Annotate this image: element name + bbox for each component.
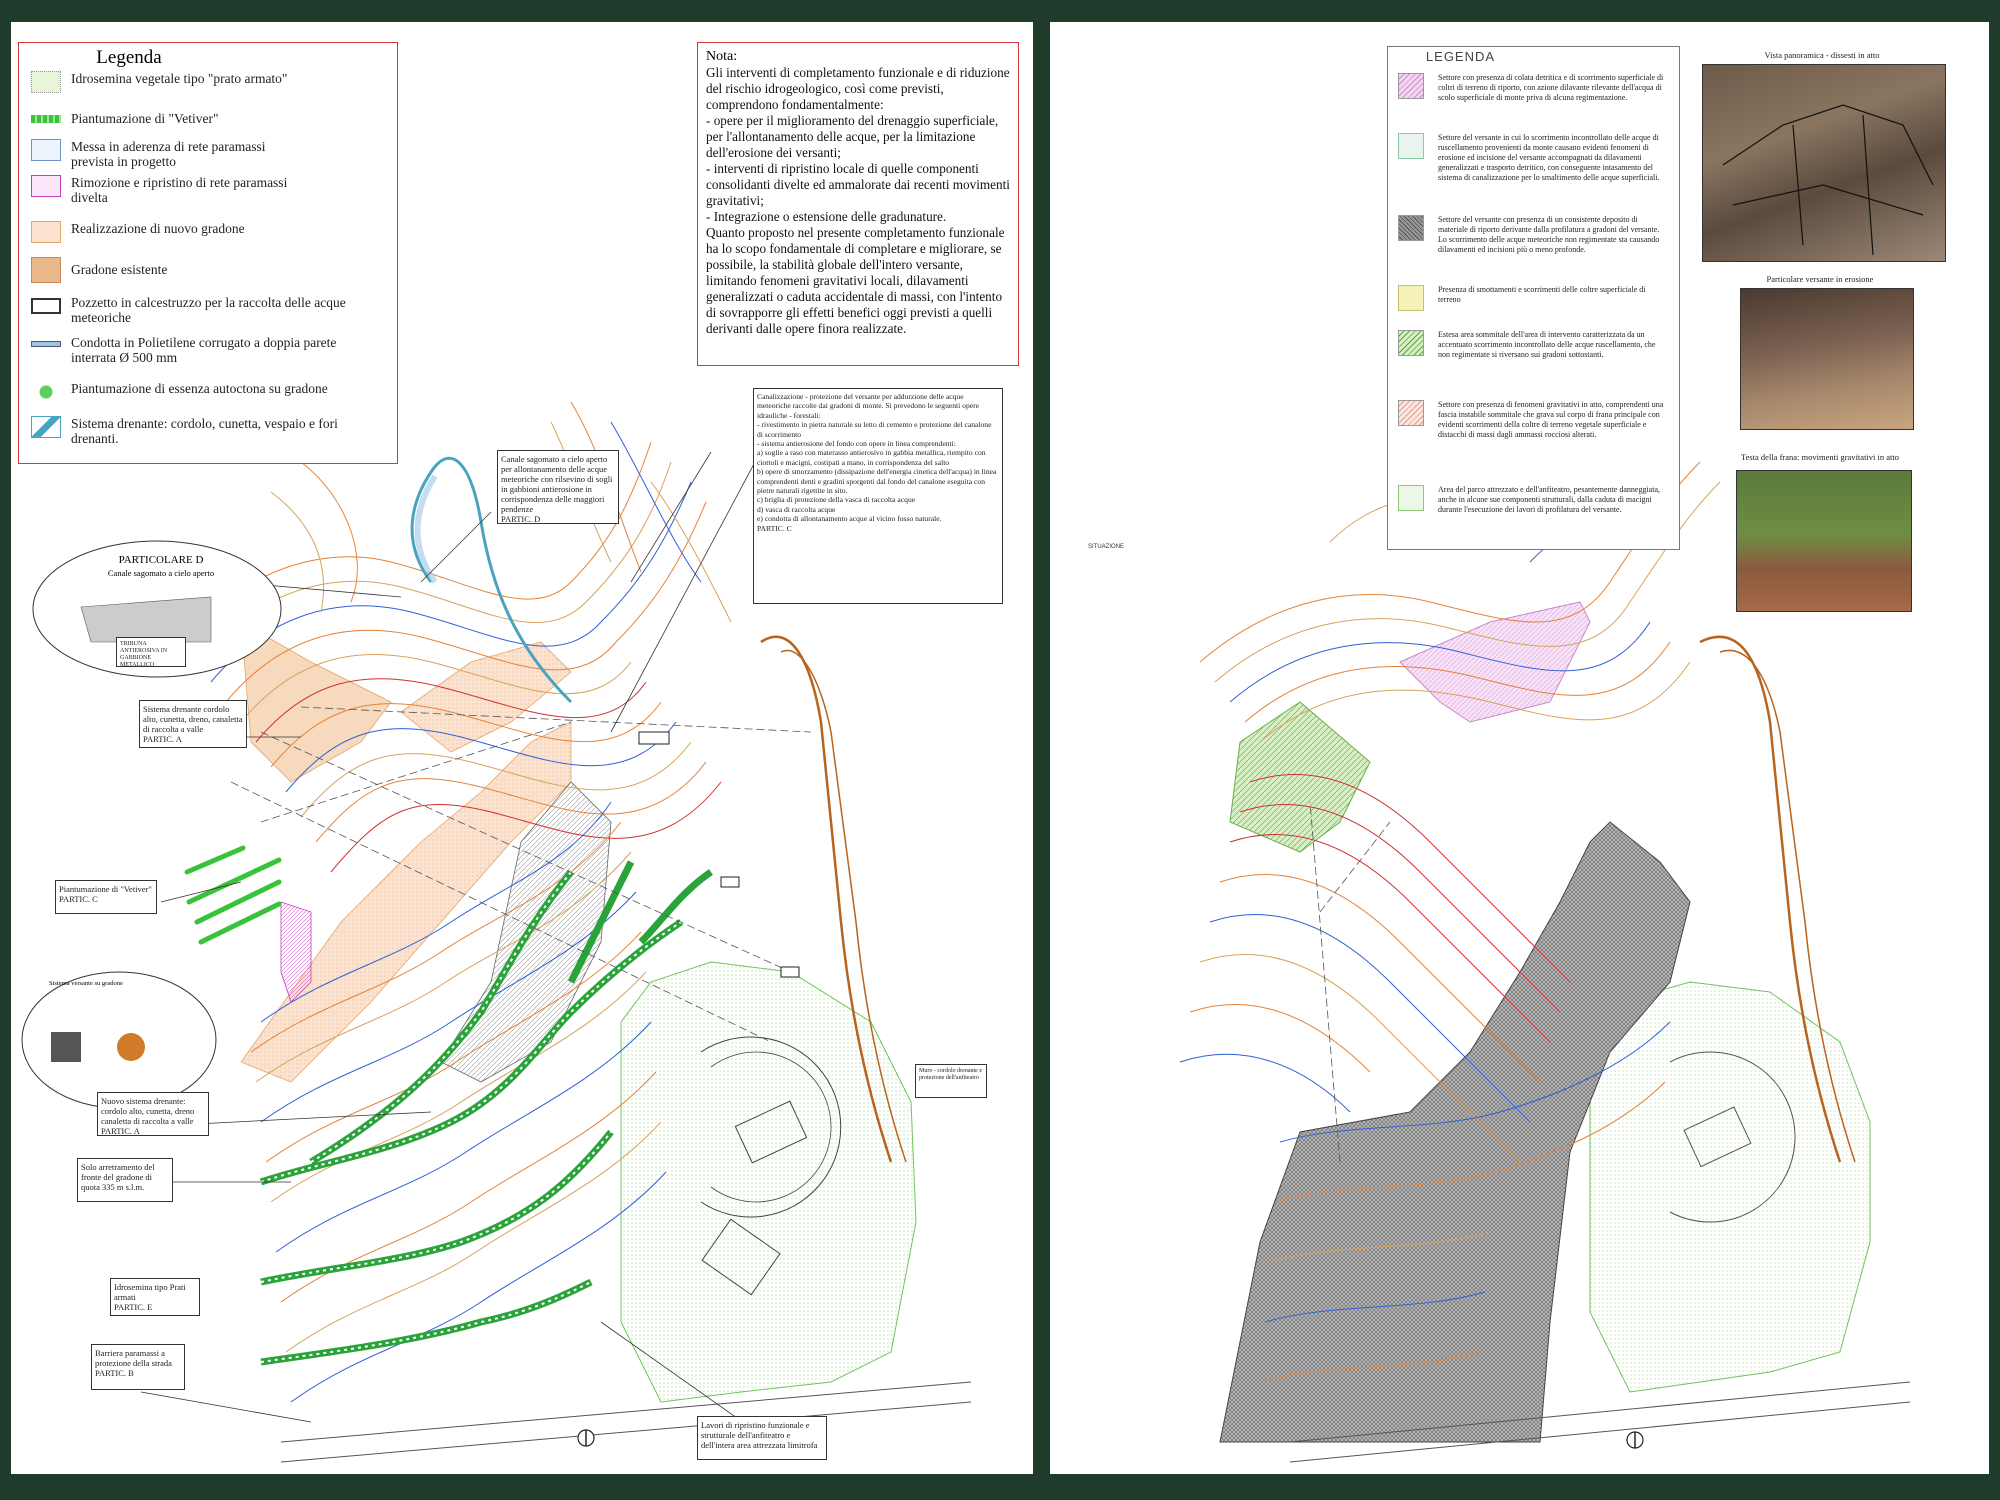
callout-lavori: Lavori di ripristino funzionale e strutturale dell'anfiteatro e dell'intera area attrezzata limitrofa — [697, 1416, 827, 1460]
legend-label: Realizzazione di nuovo gradone — [71, 221, 245, 236]
situazione-label: SITUAZIONE — [1088, 544, 1125, 550]
callout-canalizzazione: Canalizzazione - protezione del versante per addurzione delle acque meteoriche raccolte dai gradoni di monte. Si prevedono le seguenti opere idrauliche - forestali: - rivestimento in pietra naturale su letto di cemento e protezione del canalone di scorrimento - sistema antierosione del fondo con opere in linea comprendenti: a) soglie a raso con materasso antierosivo in gabbia metallica, riempito con ciottoli e macigni, costipati a mano, in corrispondenza del salto b) opere di smorzamento (dissipazione dell'energia cinetica dell'acqua) in linea comprendenti denti e gradini sporgenti dal fondo del canalone eseguita con pietre naturali rigettite in sito. c) briglia di protezione della vasca di raccolta acque d) vasca di raccolta acque e) condotta di allontanamento acque al vicino fosso naturale. PARTIC. C — [753, 388, 1003, 604]
callout-nuovo-sistema: Nuovo sistema drenante: cordolo alto, cunetta, dreno canaletta di raccolta a valle PARTIC. A — [97, 1092, 209, 1136]
mesh-blue-icon — [31, 139, 61, 161]
amphitheatre-area-right — [1590, 982, 1870, 1392]
sistema-versante-label: Sistema versante su gradone — [49, 980, 123, 987]
legend-label: Messa in aderenza di rete paramassi prevista in progetto — [71, 139, 266, 169]
legend-item-sistema-drenante — [31, 416, 371, 446]
plant-icon — [31, 381, 61, 403]
legend-item-smottamenti — [1398, 285, 1668, 311]
salmon-hatch-icon — [1398, 400, 1424, 426]
grey-grid-icon — [1398, 215, 1424, 241]
legend-label: Settore con presenza di colata detritica e di scorrimento superficiale di coltri di terreno di riporto, con azione dilavante rilevante dell'acqua di scolo superficiale di monte priva di alcuna regimentazione. — [1438, 73, 1664, 102]
legend-item-area-sommitale — [1398, 330, 1668, 360]
photo-erosione — [1740, 288, 1914, 430]
drain-icon — [31, 416, 61, 438]
legend-label: Settore con presenza di fenomeni gravitativi in atto, comprendenti una fascia instabile sommitale che grava sul corpo di frana principale con evidenti scorrimenti della coltre di terreno vegetale superficiale e distacchi di massi dagli ammassi rocciosi alterati. — [1438, 400, 1664, 439]
legend-label: Piantumazione di "Vetiver" — [71, 111, 219, 126]
legend-label: Rimozione e ripristino di rete paramassi divelta — [71, 175, 288, 205]
green-light-swatch-icon — [1398, 133, 1424, 159]
legend-label: Settore del versante con presenza di un consistente deposito di materiale di riporto derivante dalla profilatura a gradoni del versante. Lo scorrimento delle acque meteoriche non regimentate sta causando dilavamenti ed incisioni più o meno profonde. — [1438, 215, 1660, 254]
orange-swatch-icon — [31, 257, 61, 283]
legend-item-condotta — [31, 335, 371, 365]
legend-label: Gradone esistente — [71, 262, 168, 277]
note-panel — [697, 42, 1019, 366]
photo-panoramica-overlay — [1703, 65, 1945, 261]
pink-hatch-icon — [1398, 73, 1424, 99]
photo-frana — [1736, 470, 1912, 612]
legend-label: Piantumazione di essenza autoctona su gradone — [71, 381, 328, 396]
callout-piantumazione-vetiver: Piantumazione di "Vetiver" PARTIC. C — [55, 880, 157, 914]
legend-item-rete-divelta — [31, 175, 311, 205]
legend-title-right: LEGENDA — [1425, 49, 1496, 64]
yellow-swatch-icon — [1398, 285, 1424, 311]
dotted-swatch-icon — [31, 71, 61, 93]
right-drawing-sheet — [1050, 22, 1989, 1474]
orange-light-swatch-icon — [31, 221, 61, 243]
photo-caption-erosione: Particolare versante in erosione — [1766, 274, 1874, 284]
legend-item-vetiver — [31, 111, 219, 126]
legend-item-gradone-esistente — [31, 257, 167, 283]
legend-item-colata — [1398, 73, 1668, 103]
legend-label: Settore del versante in cui lo scorrimento incontrollato delle acque di ruscellamento provenienti da monte causano evidenti fenomeni di erosione ed incisione del versante accompagnati da dilavamenti generalizzati e trasporto detritico, con conseguente intasamento del sistema di canalizzazione per lo smaltimento delle acque superficiali. — [1438, 133, 1660, 182]
legend-label: Idrosemina vegetale tipo "prato armato" — [71, 71, 288, 86]
green-pale-swatch-icon — [1398, 485, 1424, 511]
green-band-icon — [31, 115, 61, 123]
legend-item-essenza — [31, 381, 371, 403]
pozzetto-icon — [31, 298, 61, 314]
legend-item-deposito — [1398, 215, 1668, 255]
legend-label: Area del parco attrezzato e dell'anfiteatro, pesantemente danneggiata, anche in alcune sue componenti strutturali, dalla caduta di macigni durante l'esecuzione dei lavori di profilatura del versante. — [1438, 485, 1660, 514]
pipe-icon — [31, 341, 61, 347]
photo-caption-frana: Testa della frana: movimenti gravitativi in atto — [1740, 452, 1900, 462]
legend-title: Legenda — [96, 47, 162, 68]
callout-muro: Muro - cordolo drenante e protezione dell'anfiteatro — [915, 1064, 987, 1098]
legend-item-rete-progetto — [31, 139, 311, 169]
legend-panel — [18, 42, 398, 464]
legend-label: Condotta in Polietilene corrugato a doppia parete interrata Ø 500 mm — [71, 335, 337, 365]
particolare-d-tag: TRIBUNA ANTIEROSIVA IN GABBIONE METALLICO — [116, 637, 186, 667]
particolare-d-subtitle: Canale sagomato a cielo aperto — [107, 568, 215, 578]
legend-label: Estesa area sommitale dell'area di intervento caratterizzata da un accentuato scorrimento incontrollato delle acque ruscellamento, che non regimentate si riversano sui gradoni sottostanti. — [1438, 330, 1656, 359]
legend-label: Sistema drenante: cordolo, cunetta, vespaio e fori drenanti. — [71, 416, 338, 446]
mesh-pink-icon — [31, 175, 61, 197]
legend-item-scorrimento — [1398, 133, 1668, 183]
callout-solo-arretramento: Solo arretramento del fronte del gradone di quota 335 m s.l.m. — [77, 1158, 173, 1202]
photo-panoramica — [1702, 64, 1946, 262]
callout-barriera: Barriera paramassi a protezione della strada PARTIC. B — [91, 1344, 185, 1390]
legend-label: Presenza di smottamenti e scorrimenti delle coltre superficiale di terreno — [1438, 285, 1646, 304]
legend-item-idrosemina — [31, 71, 287, 93]
legend-panel-right — [1387, 46, 1680, 550]
legend-item-fenomeni-gravitativi — [1398, 400, 1668, 440]
legend-label: Pozzetto in calcestruzzo per la raccolta delle acque meteoriche — [71, 295, 346, 325]
note-text: Gli interventi di completamento funzionale e di riduzione del rischio idrogeologico, così come previsti, comprendono fondamentalmente: - opere per il miglioramento del drenaggio superficiale, per l'allontanamento delle acque, per la limitazione dell'erosione dei versanti; - interventi di ripristino locale di quelle componenti consolidanti divelte ed ammalorate dai recenti movimenti gravitativi; - Integrazione o estensione delle gradunature. Quanto proposto nel presente completamento funzionale ha lo scopo fondamentale di completare e migliorare, se possibile, la stabilità globale dell'intero versante, limitando fenomeni gravitativi locali, dilavamenti generalizzati o caduta accidentale di massi, con l'intento di sovrapporre gli effetti benefici oggi previsti a quelli derivanti dalle opere finora realizzate. — [706, 65, 1010, 336]
callout-sistema-drenante: Sistema drenante cordolo alto, cunetta, dreno, canaletta di raccolta a valle PARTIC. A — [139, 700, 247, 748]
green-hatch-icon — [1398, 330, 1424, 356]
note-title: Nota: — [706, 49, 738, 64]
callout-canale: Canale sagomato a cielo aperto per allontanamento delle acque meteoriche con rilsevino di sogli in gabbioni antierosione in corrispondenza delle maggiori pendenze PARTIC. D — [497, 450, 619, 524]
legend-item-pozzetto — [31, 295, 351, 325]
particolare-d-title: PARTICOLARE D — [118, 554, 204, 566]
photo-caption-panoramica: Vista panoramica - dissesti in atto — [1764, 50, 1880, 60]
left-drawing-sheet — [11, 22, 1033, 1474]
legend-item-anfiteatro — [1398, 485, 1668, 515]
callout-idrosemina: Idrosemina tipo Prati armati PARTIC. E — [110, 1278, 200, 1316]
legend-item-nuovo-gradone — [31, 221, 245, 243]
